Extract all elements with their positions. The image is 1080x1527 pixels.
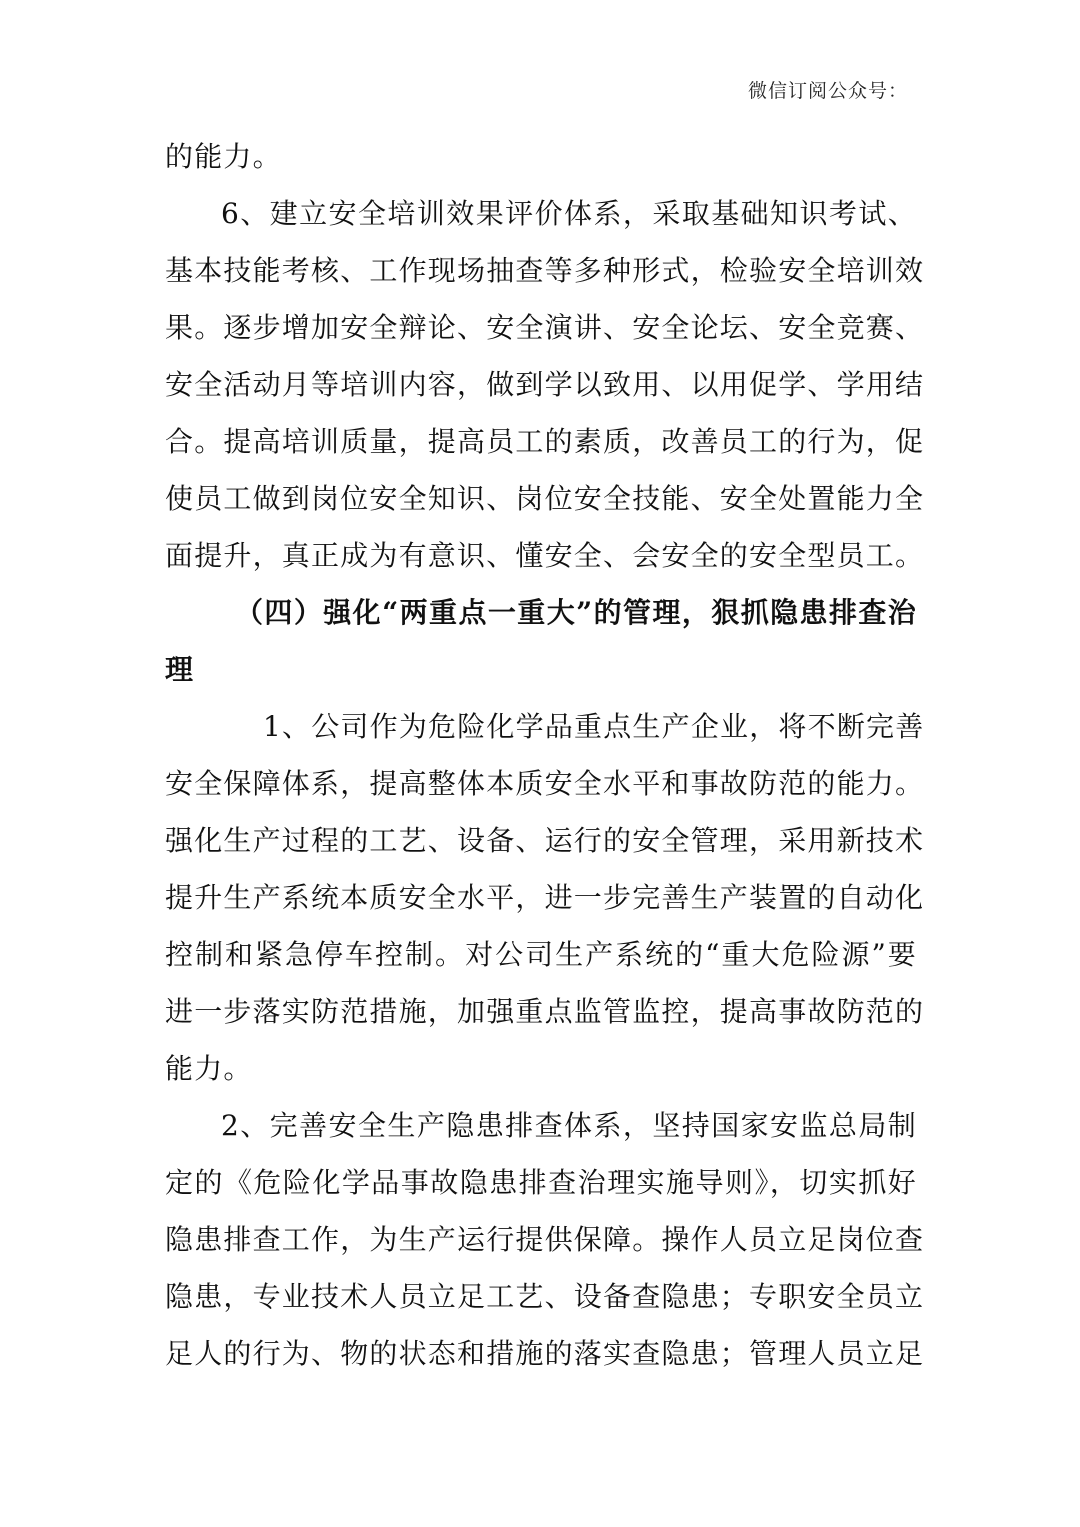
text-line: 果。逐步增加安全辩论、安全演讲、安全论坛、安全竞赛、 <box>165 311 925 344</box>
document-body <box>165 128 925 1382</box>
section-heading-line: （四）强化“两重点一重大”的管理，狠抓隐患排查治 <box>235 596 917 629</box>
text-line: 足人的行为、物的状态和措施的落实查隐患；管理人员立足 <box>165 1337 925 1370</box>
text-line: 安全保障体系，提高整体本质安全水平和事故防范的能力。 <box>165 767 925 800</box>
text-line: 定的《危险化学品事故隐患排查治理实施导则》，切实抓好 <box>165 1166 917 1199</box>
text-line: 能力。 <box>165 1052 253 1085</box>
text-line: 隐患排查工作，为生产运行提供保障。操作人员立足岗位查 <box>165 1223 925 1256</box>
text-line: 提升生产系统本质安全水平，进一步完善生产装置的自动化 <box>165 881 925 914</box>
text-line: 6、建立安全培训效果评价体系，采取基础知识考试、 <box>221 197 917 230</box>
text-line: 面提升，真正成为有意识、懂安全、会安全的安全型员工。 <box>165 539 925 572</box>
text-line: 强化生产过程的工艺、设备、运行的安全管理，采用新技术 <box>165 824 925 857</box>
text-line: 进一步落实防范措施，加强重点监管监控，提高事故防范的 <box>165 995 925 1028</box>
header-note: 微信订阅公众号： <box>747 80 908 102</box>
text-line: 的能力。 <box>165 140 282 173</box>
text-line: 基本技能考核、工作现场抽查等多种形式，检验安全培训效 <box>165 254 925 287</box>
text-line: 隐患，专业技术人员立足工艺、设备查隐患；专职安全员立 <box>165 1280 925 1313</box>
text-line: 2、完善安全生产隐患排查体系，坚持国家安监总局制 <box>221 1109 917 1142</box>
text-line: 控制和紧急停车控制。对公司生产系统的“重大危险源”要 <box>165 938 917 971</box>
section-heading-line: 理 <box>165 653 195 686</box>
text-line: 合。提高培训质量，提高员工的素质，改善员工的行为，促 <box>165 425 925 458</box>
text-line: 安全活动月等培训内容，做到学以致用、以用促学、学用结 <box>165 368 925 401</box>
text-line: 1、公司作为危险化学品重点生产企业，将不断完善 <box>263 710 925 743</box>
text-line: 使员工做到岗位安全知识、岗位安全技能、安全处置能力全 <box>165 482 925 515</box>
